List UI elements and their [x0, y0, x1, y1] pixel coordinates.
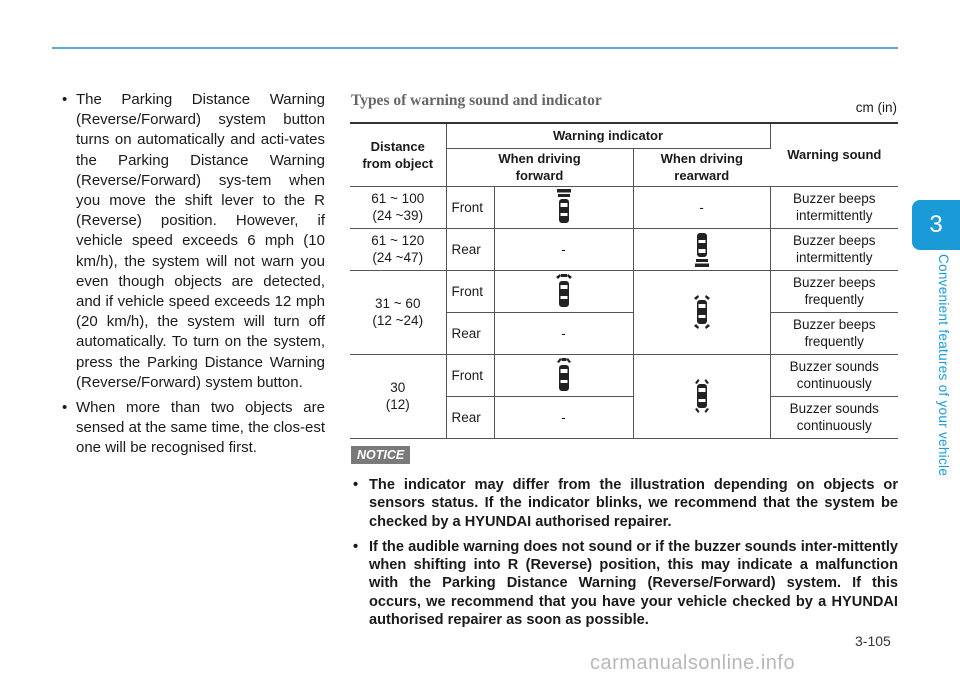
bullet-glyph: •: [62, 399, 68, 417]
bullet-text: When more than two objects are sensed at the same time, the clos-est one will be recognised first.: [76, 399, 325, 457]
sensor-cell: Front: [446, 186, 494, 228]
bullet-text: The Parking Distance Warning (Reverse/Forward) system button turns on automatically and acti-vates the Parking Distance Warning (Reverse/Forward) sys-tem when you move the shift lever to the R (Reverse) position. However, if vehicle speed exceeds 6 mph (10 km/h), the system will not warn you even though objects are detected, and if vehicle speed exceeds 12 mph (20 km/h), the system will turn off automatically. To turn on the system, press the Parking Distance Warning (Reverse/Forward) system button.: [76, 91, 325, 391]
sensor-cell: Rear: [446, 396, 494, 438]
sound-cell: Buzzer beeps intermittently: [770, 186, 898, 228]
rearward-indicator-cell: [633, 354, 770, 438]
left-column: [60, 90, 325, 464]
forward-indicator-cell: -: [494, 396, 633, 438]
car-front-full-warning-icon: [555, 357, 573, 393]
rearward-indicator-cell: [633, 228, 770, 270]
watermark: carmanualsonline.info: [590, 652, 796, 674]
car-front-corners-warning-icon: [555, 273, 573, 309]
table-row: [350, 354, 898, 396]
sensor-cell: Front: [446, 270, 494, 312]
forward-indicator-cell: [494, 186, 633, 228]
distance-cell: 61 ~ 120 (24 ~47): [350, 228, 446, 270]
chapter-number: 3: [929, 211, 943, 238]
chapter-tab: [912, 200, 960, 250]
unit-label: cm (in): [855, 100, 897, 115]
distance-cell: 30 (12): [350, 354, 446, 438]
bullet-glyph: •: [353, 538, 359, 555]
table-row: [350, 228, 898, 270]
sensor-cell: Rear: [446, 228, 494, 270]
sound-cell: Buzzer beeps frequently: [770, 270, 898, 312]
forward-indicator-cell: -: [494, 312, 633, 354]
sensor-cell: Rear: [446, 312, 494, 354]
page-number: 3-105: [855, 633, 891, 649]
header-rearward: When driving rearward: [633, 148, 770, 186]
left-bullet-2: [60, 398, 325, 459]
bullet-glyph: •: [62, 91, 68, 108]
rearward-indicator-cell: -: [633, 186, 770, 228]
sound-cell: Buzzer sounds continuously: [770, 396, 898, 438]
section-title: Types of warning sound and indicator: [351, 92, 602, 109]
header-sound: Warning sound: [770, 123, 898, 186]
notice-badge: NOTICE: [351, 446, 410, 464]
warning-table: [350, 122, 898, 439]
forward-indicator-cell: -: [494, 228, 633, 270]
sound-cell: Buzzer sounds continuously: [770, 354, 898, 396]
bullet-text: The indicator may differ from the illustration depending on objects or sensors status. If the indicator blinks, we recommend that the system be checked by a HYUNDAI authorised repairer.: [369, 477, 898, 530]
distance-cell: 61 ~ 100 (24 ~39): [350, 186, 446, 228]
header-distance: Distance from object: [350, 123, 446, 186]
sound-cell: Buzzer beeps intermittently: [770, 228, 898, 270]
car-front-warning-icon: [555, 189, 573, 225]
left-bullet-1: [60, 90, 325, 393]
chapter-title: Convenient features of your vehicle: [936, 254, 951, 477]
table-row: [350, 270, 898, 312]
notice-body: [351, 476, 898, 636]
forward-indicator-cell: [494, 354, 633, 396]
notice-bullet-2: [351, 538, 898, 629]
car-rear-warning-icon: [693, 231, 711, 267]
car-all-corners-warning-icon: [693, 294, 711, 330]
sensor-cell: Front: [446, 354, 494, 396]
sound-cell: Buzzer beeps frequently: [770, 312, 898, 354]
header-forward: When driving forward: [446, 148, 633, 186]
rearward-indicator-cell: [633, 270, 770, 354]
table-row: [350, 186, 898, 228]
forward-indicator-cell: [494, 270, 633, 312]
header-indicator: Warning indicator: [446, 123, 770, 148]
bullet-text: If the audible warning does not sound or if the buzzer sounds inter-mittently when shifting into R (Reverse) position, this may indicate a malfunction with the Parking Distance Warning (Reverse/Forward) system. If this occurs, we recommend that you have your vehicle checked by a HYUNDAI authorised repairer as soon as possible.: [369, 538, 898, 629]
car-all-corners-full-warning-icon: [693, 378, 711, 414]
bullet-glyph: •: [353, 477, 359, 493]
top-rule: [52, 47, 898, 49]
distance-cell: 31 ~ 60 (12 ~24): [350, 270, 446, 354]
notice-bullet-1: [351, 476, 898, 531]
